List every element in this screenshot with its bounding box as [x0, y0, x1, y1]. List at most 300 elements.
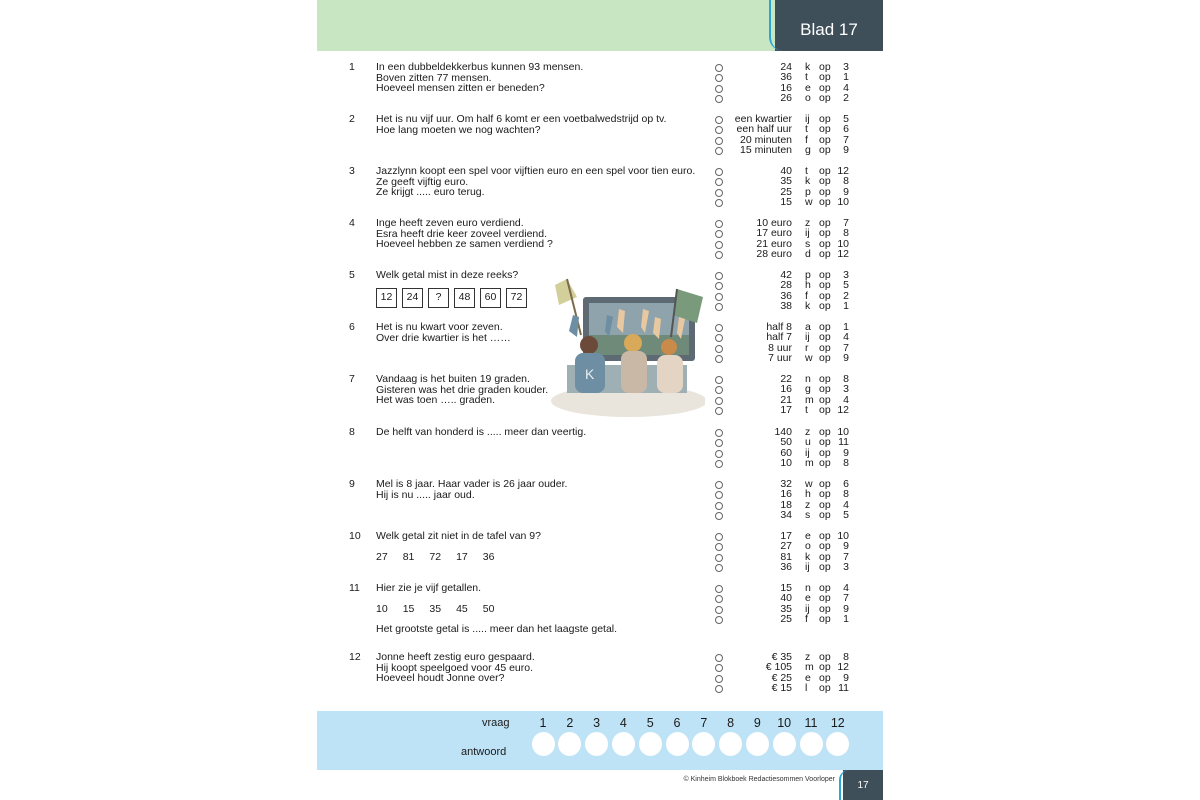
option-letter: z: [805, 426, 811, 438]
number-item: 15: [402, 602, 415, 615]
option-value: € 105: [765, 661, 792, 674]
radio-circle-icon[interactable]: [715, 324, 723, 332]
option-value: 36: [780, 71, 792, 84]
answer-option[interactable]: [715, 249, 855, 259]
number-item: 17: [456, 550, 468, 563]
question-line: Ze geeft vijftig euro.: [376, 175, 469, 188]
option-letter: h: [805, 279, 811, 292]
question-line: Welk getal mist in deze reeks?: [376, 269, 519, 281]
copyright-text: © Kinheim Blokboek Redactiesommen Voorloper: [683, 776, 835, 783]
option-letter: z: [805, 651, 811, 663]
question-text: [376, 583, 706, 635]
option-letter: e: [805, 530, 811, 542]
option-value: 18: [780, 498, 792, 511]
option-op-label: op: [819, 404, 831, 417]
option-op-label: op: [819, 331, 831, 344]
radio-circle-icon[interactable]: [715, 675, 723, 683]
option-target-number: 4: [843, 331, 849, 344]
option-target-number: 9: [843, 671, 849, 684]
option-letter: ij: [805, 561, 810, 574]
question-line: Het grootste getal is ..... meer dan het laagste getal.: [376, 623, 618, 635]
option-target-number: 9: [843, 144, 849, 157]
number-item: 27: [376, 550, 388, 563]
radio-circle-icon[interactable]: [715, 654, 723, 662]
question-text: [376, 218, 706, 250]
option-value: 8 uur: [768, 341, 792, 354]
radio-circle-icon[interactable]: [715, 429, 723, 437]
option-value: 28: [780, 279, 792, 292]
option-op-label: op: [819, 651, 831, 663]
option-letter: l: [805, 682, 808, 695]
answer-option[interactable]: [715, 683, 855, 693]
radio-circle-icon[interactable]: [715, 241, 723, 249]
radio-circle-icon[interactable]: [715, 199, 723, 207]
option-letter: d: [805, 248, 811, 261]
question-text: [376, 479, 706, 500]
option-op-label: op: [819, 661, 831, 674]
answer-options: [715, 166, 855, 208]
radio-circle-icon[interactable]: [715, 533, 723, 541]
option-target-number: 1: [843, 613, 849, 626]
number-item: 72: [429, 550, 442, 563]
answer-question-number: 4: [619, 716, 627, 730]
sheet-label: Blad 17: [775, 0, 883, 51]
option-target-number: 9: [843, 446, 849, 459]
option-letter: t: [805, 71, 808, 84]
option-op-label: op: [819, 488, 831, 501]
option-op-label: op: [819, 592, 831, 605]
option-target-number: 2: [843, 289, 849, 302]
option-op-label: op: [819, 436, 831, 449]
option-value: 15: [780, 196, 792, 209]
radio-circle-icon[interactable]: [715, 189, 723, 197]
option-letter: u: [805, 436, 811, 449]
number-item: 45: [456, 602, 468, 615]
option-target-number: 9: [843, 185, 849, 198]
radio-circle-icon[interactable]: [715, 554, 723, 562]
option-value: € 35: [771, 651, 792, 663]
option-value: 10: [780, 457, 792, 470]
answer-question-number: 3: [593, 716, 601, 730]
option-letter: n: [805, 373, 811, 385]
sequence-box: 48: [454, 288, 475, 308]
option-op-label: op: [819, 393, 831, 406]
radio-circle-icon[interactable]: [715, 64, 723, 72]
answer-circle[interactable]: [532, 732, 555, 756]
radio-circle-icon[interactable]: [715, 95, 723, 103]
option-value: 42: [780, 269, 792, 281]
option-op-label: op: [819, 530, 831, 542]
option-op-label: op: [819, 582, 831, 594]
answer-options: [715, 322, 855, 364]
option-target-number: 5: [843, 279, 849, 292]
option-letter: ij: [805, 446, 810, 459]
question-text: [376, 427, 706, 438]
option-target-number: 1: [843, 300, 849, 313]
question-text: [376, 652, 706, 684]
number-item: 10: [376, 602, 388, 615]
option-target-number: 6: [843, 478, 849, 490]
option-value: 140: [774, 426, 792, 438]
option-op-label: op: [819, 133, 831, 146]
option-letter: k: [805, 61, 811, 73]
answer-option[interactable]: [715, 405, 855, 415]
option-value: half 7: [766, 331, 792, 344]
radio-circle-icon[interactable]: [715, 345, 723, 353]
option-value: 32: [780, 478, 792, 490]
radio-circle-icon[interactable]: [715, 606, 723, 614]
option-target-number: 8: [843, 175, 849, 188]
radio-circle-icon[interactable]: [715, 355, 723, 363]
option-op-label: op: [819, 561, 831, 574]
option-target-number: 9: [843, 352, 849, 365]
option-letter: n: [805, 582, 811, 594]
option-value: 17: [780, 530, 792, 542]
option-target-number: 10: [837, 530, 849, 542]
cheering-children-illustration: [547, 275, 705, 423]
page-number: 17: [843, 770, 883, 800]
question-text: [376, 62, 706, 94]
option-letter: ij: [805, 227, 810, 240]
option-value: 10 euro: [756, 217, 792, 229]
answer-circle[interactable]: [746, 732, 769, 756]
option-target-number: 5: [843, 509, 849, 522]
option-target-number: 10: [837, 196, 849, 209]
option-op-label: op: [819, 682, 831, 695]
answer-question-number: 2: [566, 716, 574, 730]
option-value: 15 minuten: [740, 144, 792, 157]
answer-question-number: 8: [727, 716, 735, 730]
option-value: 34: [780, 509, 792, 522]
option-target-number: 11: [838, 436, 849, 449]
option-value: 38: [780, 300, 792, 313]
option-op-label: op: [819, 248, 831, 261]
option-target-number: 8: [843, 227, 849, 240]
option-value: 17 euro: [756, 227, 792, 240]
answer-option[interactable]: [715, 614, 855, 624]
option-value: 81: [780, 550, 792, 563]
option-target-number: 10: [837, 426, 849, 438]
answer-options: [715, 374, 855, 416]
radio-circle-icon[interactable]: [715, 178, 723, 186]
option-target-number: 3: [843, 383, 849, 396]
option-op-label: op: [819, 144, 831, 157]
answer-question-number: 7: [700, 716, 708, 730]
option-target-number: 4: [843, 582, 849, 594]
question-line: Hoeveel mensen zitten er beneden?: [376, 82, 545, 94]
radio-circle-icon[interactable]: [715, 664, 723, 672]
radio-circle-icon[interactable]: [715, 491, 723, 499]
radio-circle-icon[interactable]: [715, 126, 723, 134]
option-letter: ij: [805, 113, 810, 125]
option-letter: m: [805, 393, 814, 406]
option-letter: t: [805, 123, 808, 136]
option-letter: a: [805, 321, 811, 333]
option-letter: z: [805, 217, 811, 229]
option-target-number: 12: [837, 248, 849, 261]
question-line: Inge heeft zeven euro verdiend.: [376, 217, 524, 229]
radio-circle-icon[interactable]: [715, 137, 723, 145]
option-op-label: op: [819, 498, 831, 511]
option-target-number: 5: [843, 113, 849, 125]
option-value: 21 euro: [756, 237, 792, 250]
option-target-number: 3: [843, 269, 849, 281]
option-letter: k: [805, 175, 811, 188]
question-line: Over drie kwartier is het ……: [376, 331, 511, 344]
option-op-label: op: [819, 341, 831, 354]
question-text: [376, 114, 706, 135]
option-op-label: op: [819, 602, 831, 615]
option-op-label: op: [819, 446, 831, 459]
radio-circle-icon[interactable]: [715, 282, 723, 290]
radio-circle-icon[interactable]: [715, 585, 723, 593]
option-op-label: op: [819, 540, 831, 553]
option-letter: p: [805, 269, 811, 281]
option-value: 21: [780, 393, 792, 406]
option-letter: t: [805, 404, 808, 417]
option-value: 50: [780, 436, 792, 449]
option-target-number: 11: [838, 682, 849, 695]
question-line: Hoeveel hebben ze samen verdiend ?: [376, 238, 553, 250]
option-target-number: 8: [843, 373, 849, 385]
option-op-label: op: [819, 352, 831, 365]
option-value: € 15: [771, 682, 792, 695]
question-text: [376, 166, 706, 198]
answer-option[interactable]: [715, 353, 855, 363]
option-value: 25: [780, 185, 792, 198]
worksheet-page: [317, 0, 883, 800]
radio-circle-icon[interactable]: [715, 481, 723, 489]
option-letter: k: [805, 300, 811, 313]
option-target-number: 9: [843, 540, 849, 553]
option-letter: g: [805, 144, 811, 157]
question-number: 9: [349, 478, 355, 490]
question-number: 7: [349, 373, 355, 385]
option-value: 16: [780, 383, 792, 396]
number-item: 81: [402, 550, 415, 563]
option-op-label: op: [819, 196, 831, 209]
option-value: 16: [780, 488, 792, 501]
option-value: 40: [780, 592, 792, 605]
radio-circle-icon[interactable]: [715, 116, 723, 124]
header-band: [317, 0, 883, 51]
option-value: 17: [780, 404, 792, 417]
answer-circle[interactable]: [639, 732, 662, 756]
vraag-label: vraag: [482, 717, 510, 729]
option-op-label: op: [819, 300, 831, 313]
option-letter: w: [805, 478, 813, 490]
question-number: 11: [349, 582, 360, 594]
question-number: 10: [349, 530, 361, 542]
radio-circle-icon[interactable]: [715, 564, 723, 572]
option-op-label: op: [819, 185, 831, 198]
answer-options: [715, 427, 855, 469]
radio-circle-icon[interactable]: [715, 168, 723, 176]
option-target-number: 1: [843, 71, 849, 84]
answer-option[interactable]: [715, 458, 855, 468]
answer-options: [715, 652, 855, 694]
option-target-number: 4: [843, 393, 849, 406]
option-op-label: op: [819, 227, 831, 240]
option-op-label: op: [819, 457, 831, 470]
radio-circle-icon[interactable]: [715, 303, 723, 311]
radio-circle-icon[interactable]: [715, 85, 723, 93]
option-value: 16: [780, 81, 792, 94]
option-op-label: op: [819, 289, 831, 302]
question-line: Welk getal zit niet in de tafel van 9?: [376, 530, 541, 542]
sequence-box: 72: [506, 288, 527, 308]
radio-circle-icon[interactable]: [715, 386, 723, 394]
option-op-label: op: [819, 71, 831, 84]
option-target-number: 7: [843, 133, 849, 146]
option-value: 7 uur: [768, 352, 792, 365]
radio-circle-icon[interactable]: [715, 74, 723, 82]
option-value: 40: [780, 165, 792, 177]
option-op-label: op: [819, 550, 831, 563]
option-letter: s: [805, 509, 811, 522]
radio-circle-icon[interactable]: [715, 334, 723, 342]
question-number: 12: [349, 651, 361, 663]
option-value: 35: [780, 175, 792, 188]
question-number: 5: [349, 269, 355, 281]
option-value: een kwartier: [734, 113, 792, 125]
question-line: Hij is nu ..... jaar oud.: [376, 488, 475, 501]
option-op-label: op: [819, 478, 831, 490]
radio-circle-icon[interactable]: [715, 230, 723, 238]
sequence-box: 60: [480, 288, 501, 308]
option-value: 36: [780, 289, 792, 302]
answer-option[interactable]: [715, 145, 855, 155]
answer-option[interactable]: [715, 197, 855, 207]
option-letter: s: [805, 237, 811, 250]
option-target-number: 12: [837, 404, 849, 417]
answer-circle[interactable]: [666, 732, 689, 756]
radio-circle-icon[interactable]: [715, 147, 723, 155]
answer-options: [715, 218, 855, 260]
radio-circle-icon[interactable]: [715, 251, 723, 259]
answer-option[interactable]: [715, 93, 855, 103]
option-op-label: op: [819, 237, 831, 250]
option-op-label: op: [819, 165, 831, 177]
question-line: Het was toen ….. graden.: [376, 394, 496, 406]
option-target-number: 12: [837, 661, 849, 674]
option-op-label: op: [819, 92, 831, 105]
radio-circle-icon[interactable]: [715, 512, 723, 520]
option-value: 27: [780, 540, 792, 553]
option-letter: p: [805, 185, 811, 198]
option-value: 36: [780, 561, 792, 574]
option-value: 24: [780, 61, 792, 73]
question-number: 1: [349, 61, 355, 73]
option-value: een half uur: [736, 123, 792, 136]
answer-options: [715, 583, 855, 625]
option-letter: f: [805, 613, 808, 626]
question-line: In een dubbeldekkerbus kunnen 93 mensen.: [376, 61, 584, 73]
radio-circle-icon[interactable]: [715, 220, 723, 228]
answer-question-number: 1: [539, 716, 547, 730]
option-op-label: op: [819, 175, 831, 188]
radio-circle-icon[interactable]: [715, 543, 723, 551]
answer-circle[interactable]: [719, 732, 742, 756]
radio-circle-icon[interactable]: [715, 450, 723, 458]
option-op-label: op: [819, 613, 831, 626]
radio-circle-icon[interactable]: [715, 376, 723, 384]
radio-circle-icon[interactable]: [715, 397, 723, 405]
question-number: 8: [349, 426, 355, 438]
option-letter: e: [805, 671, 811, 684]
option-op-label: op: [819, 269, 831, 281]
option-value: 35: [780, 602, 792, 615]
option-op-label: op: [819, 321, 831, 333]
option-target-number: 8: [843, 488, 849, 501]
answer-options: [715, 114, 855, 156]
question-number: 3: [349, 165, 355, 177]
answer-question-number: 9: [753, 716, 761, 730]
radio-circle-icon[interactable]: [715, 595, 723, 603]
question-line: Hij koopt speelgoed voor 45 euro.: [376, 661, 534, 674]
option-value: 20 minuten: [740, 133, 792, 146]
answer-question-number: 12: [830, 716, 845, 730]
answer-circle[interactable]: [612, 732, 635, 756]
number-item: 35: [429, 602, 442, 615]
radio-circle-icon[interactable]: [715, 407, 723, 415]
radio-circle-icon[interactable]: [715, 272, 723, 280]
number-list: [376, 552, 706, 563]
option-op-label: op: [819, 671, 831, 684]
option-letter: o: [805, 540, 811, 553]
radio-circle-icon[interactable]: [715, 439, 723, 447]
radio-circle-icon[interactable]: [715, 616, 723, 624]
answer-option[interactable]: [715, 510, 855, 520]
question-line: Mel is 8 jaar. Haar vader is 26 jaar ouder.: [376, 478, 568, 490]
radio-circle-icon[interactable]: [715, 502, 723, 510]
question-text: [376, 531, 706, 562]
question-line: Ze krijgt ..... euro terug.: [376, 186, 485, 198]
question-line: Het is nu kwart voor zeven.: [376, 321, 503, 333]
antwoord-label: antwoord: [461, 746, 507, 758]
answer-circle[interactable]: [585, 732, 608, 756]
answer-question-number: 10: [777, 716, 792, 730]
option-target-number: 8: [843, 651, 849, 663]
sequence-box: ?: [428, 288, 449, 308]
option-op-label: op: [819, 373, 831, 385]
option-op-label: op: [819, 426, 831, 438]
question-line: Vandaag is het buiten 19 graden.: [376, 373, 530, 385]
question-line: Boven zitten 77 mensen.: [376, 71, 492, 84]
option-letter: h: [805, 488, 811, 501]
radio-circle-icon[interactable]: [715, 685, 723, 693]
answer-option[interactable]: [715, 301, 855, 311]
radio-circle-icon[interactable]: [715, 293, 723, 301]
option-value: half 8: [766, 321, 792, 333]
question-line: Hoe lang moeten we nog wachten?: [376, 123, 541, 136]
option-op-label: op: [819, 509, 831, 522]
option-letter: ij: [805, 602, 810, 615]
option-op-label: op: [819, 81, 831, 94]
answer-circle[interactable]: [800, 732, 823, 756]
option-target-number: 2: [843, 92, 849, 105]
radio-circle-icon[interactable]: [715, 460, 723, 468]
option-target-number: 9: [843, 602, 849, 615]
answer-option[interactable]: [715, 562, 855, 572]
option-value: 60: [780, 446, 792, 459]
option-letter: f: [805, 289, 808, 302]
answer-options: [715, 531, 855, 573]
question-line: Gisteren was het drie graden kouder.: [376, 383, 549, 396]
answer-circle[interactable]: [773, 732, 796, 756]
option-letter: r: [805, 341, 809, 354]
option-target-number: 8: [843, 457, 849, 470]
